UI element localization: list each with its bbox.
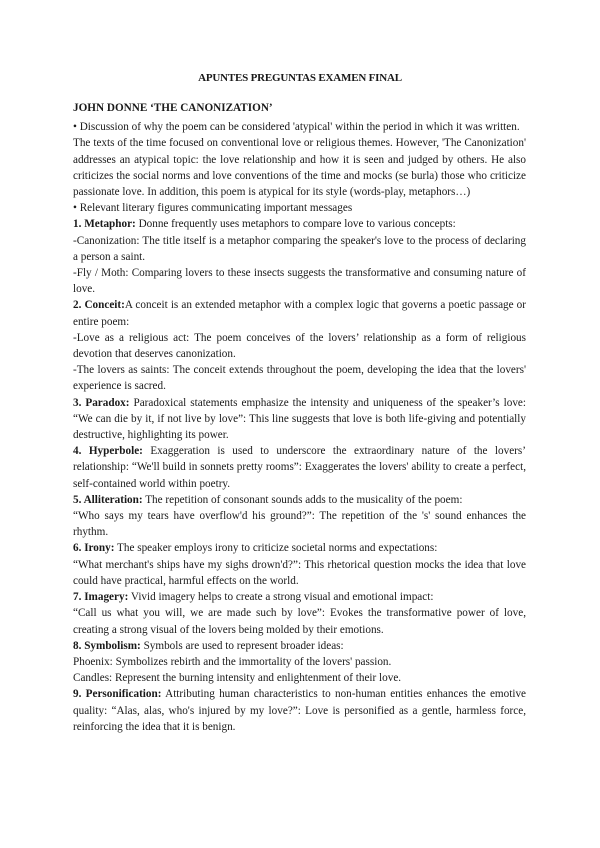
figure-term: 7. Imagery: <box>73 591 129 604</box>
figure-term: 6. Irony: <box>73 542 115 555</box>
figure-example: -Canonization: The title itself is a metaphor comparing the speaker's love to the process of declaring a person a saint. <box>73 234 526 263</box>
intro-paragraph: The texts of the time focused on conventional love or religious themes. However, 'The Canonization' addresses an atypical topic: the love relationship and how it is seen and judged by others. He also criticizes the social norms and love conventions of the time and mocks (se burla) those who criticize passionate love. In addition, this poem is atypical for its style (words-play, metaphors…) <box>73 137 526 199</box>
figure-paragraph <box>73 686 526 735</box>
figure-definition: The speaker employs irony to criticize societal norms and expectations: <box>114 542 438 555</box>
figure-definition: Symbols are used to represent broader ideas: <box>140 639 344 652</box>
figure-example: -Love as a religious act: The poem conceives of the lovers’ relationship as a form of religious devotion that deserves canonization. <box>73 331 526 361</box>
figure-paragraph <box>73 589 526 605</box>
figure-definition: The repetition of consonant sounds adds to the musicality of the poem: <box>142 493 463 506</box>
document-body <box>73 100 526 735</box>
figure-example: -The lovers as saints: The conceit extends throughout the poem, developing the idea that the lovers' experience is sacred. <box>73 364 526 393</box>
figure-example: Phoenix: Symbolizes rebirth and the immortality of the lovers' passion. <box>73 655 392 668</box>
figure-definition: Donne frequently uses metaphors to compare love to various concepts: <box>135 218 456 231</box>
figure-definition: Exaggeration is used to underscore the extraordinary nature of the lovers’ relationship: “We'll build in sonnets pretty rooms”: Exaggerates the lovers' ability to create a perfect, self-contained world within poetry. <box>73 445 526 490</box>
figure-paragraph <box>73 395 526 444</box>
figure-term: 4. Hyperbole: <box>73 445 143 458</box>
figure-example: “Who says my tears have overflow'd his ground?”: The repetition of the 's' sound enhances the rhythm. <box>73 510 526 539</box>
figure-term: 2. Conceit: <box>73 299 125 312</box>
figure-definition: Paradoxical statements emphasize the intensity and uniqueness of the speaker’s love: “We can die by it, if not live by love”: This line suggests that love is both life-giving and potentially destructive, highlighting its power. <box>73 396 526 442</box>
figure-paragraph <box>73 638 526 654</box>
figure-term: 9. Personification: <box>73 688 162 701</box>
figure-definition: Vivid imagery helps to create a strong visual and emotional impact: <box>128 591 434 604</box>
figure-definition: A conceit is an extended metaphor with a complex logic that governs a poetic passage or entire poem: <box>73 299 527 328</box>
figure-definition: Attributing human characteristics to non-human entities enhances the emotive quality: “Alas, alas, who's injured by my love?”: Love is personified as a gentle, harmless force, reinforcing the idea that it is benign. <box>73 688 527 733</box>
figure-example: Candles: Represent the burning intensity and enlightenment of their love. <box>73 672 402 685</box>
figure-paragraph <box>73 297 526 329</box>
figure-example: -Fly / Moth: Comparing lovers to these insects suggests the transformative and consuming nature of love. <box>73 267 526 296</box>
figure-example: “Call us what you will, we are made such by love”: Evokes the transformative power of love, creating a strong visual of the lovers being molded by their emotions. <box>73 607 526 636</box>
figure-term: 3. Paradox: <box>73 396 130 409</box>
intro-bullet: • Discussion of why the poem can be considered 'atypical' within the period in which it was written. <box>73 121 520 134</box>
figure-paragraph <box>73 540 526 556</box>
section-heading: JOHN DONNE ‘THE CANONIZATION’ <box>73 102 273 114</box>
figure-paragraph <box>73 216 526 232</box>
figure-term: 5. Alliteration: <box>73 493 143 506</box>
figure-example: “What merchant's ships have my sighs drown'd?”: This rhetorical question mocks the idea that love could have practical, harmful effects on the world. <box>73 558 526 587</box>
figure-term: 8. Symbolism: <box>73 639 141 652</box>
page-title: APUNTES PREGUNTAS EXAMEN FINAL <box>198 72 402 84</box>
figures-bullet: • Relevant literary figures communicating important messages <box>73 202 353 215</box>
figure-term: 1. Metaphor: <box>73 218 136 231</box>
figure-paragraph <box>73 443 526 492</box>
figure-paragraph <box>73 492 526 508</box>
